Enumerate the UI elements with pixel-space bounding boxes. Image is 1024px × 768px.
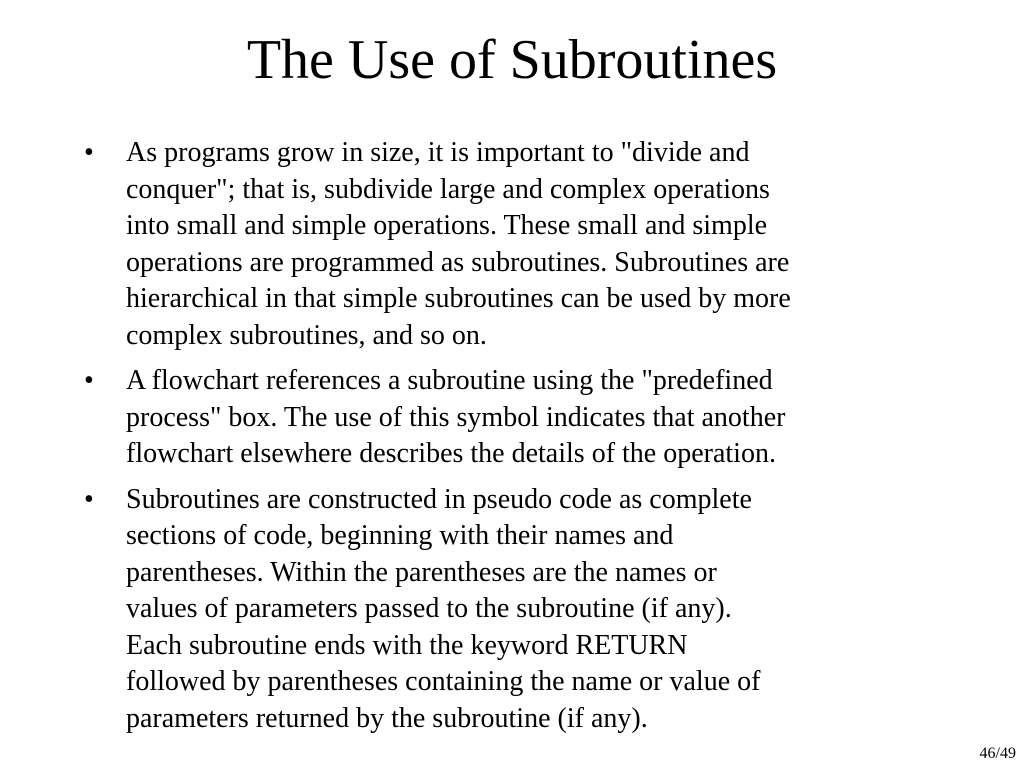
bullet-line: flowchart elsewhere describes the details of the operation.	[126, 438, 776, 469]
bullet-line: sections of code, beginning with their names and	[126, 520, 674, 551]
bullet-line: into small and simple operations. These small and simple	[126, 210, 768, 241]
bullet-line: Each subroutine ends with the keyword RETURN	[126, 629, 688, 661]
bullet-text	[126, 482, 944, 738]
bullet-item	[84, 482, 944, 738]
bullet-line: conquer"; that is, subdivide large and complex operations	[126, 173, 770, 205]
bullet-text	[126, 135, 944, 354]
bullet-line: operations are programmed as subroutines. Subroutines are	[126, 246, 790, 278]
bullet-line: complex subroutines, and so on.	[126, 319, 487, 351]
bullet-line: A flowchart references a subroutine using the "predefined	[126, 365, 773, 396]
slide-title: The Use of Subroutines	[246, 29, 778, 91]
bullet-line: hierarchical in that simple subroutines can be used by more	[126, 283, 791, 314]
bullet-line: parentheses. Within the parentheses are the names or	[126, 556, 717, 588]
bullet-item	[84, 363, 944, 473]
bullet-line: process" box. The use of this symbol indicates that another	[126, 401, 786, 433]
bullet-icon: •	[84, 365, 94, 396]
bullet-list	[84, 135, 944, 746]
bullet-icon: •	[84, 483, 94, 515]
bullet-line: Subroutines are constructed in pseudo code as complete	[126, 483, 752, 515]
bullet-line: parameters returned by the subroutine (if any).	[126, 702, 648, 734]
bullet-item	[84, 135, 944, 354]
bullet-text	[126, 363, 944, 473]
bullet-line: As programs grow in size, it is important to "divide and	[126, 137, 750, 168]
bullet-line: followed by parentheses containing the name or value of	[126, 666, 761, 697]
page-number: 46/49	[979, 745, 1016, 762]
bullet-line: values of parameters passed to the subroutine (if any).	[126, 593, 732, 624]
bullet-icon: •	[84, 137, 94, 168]
